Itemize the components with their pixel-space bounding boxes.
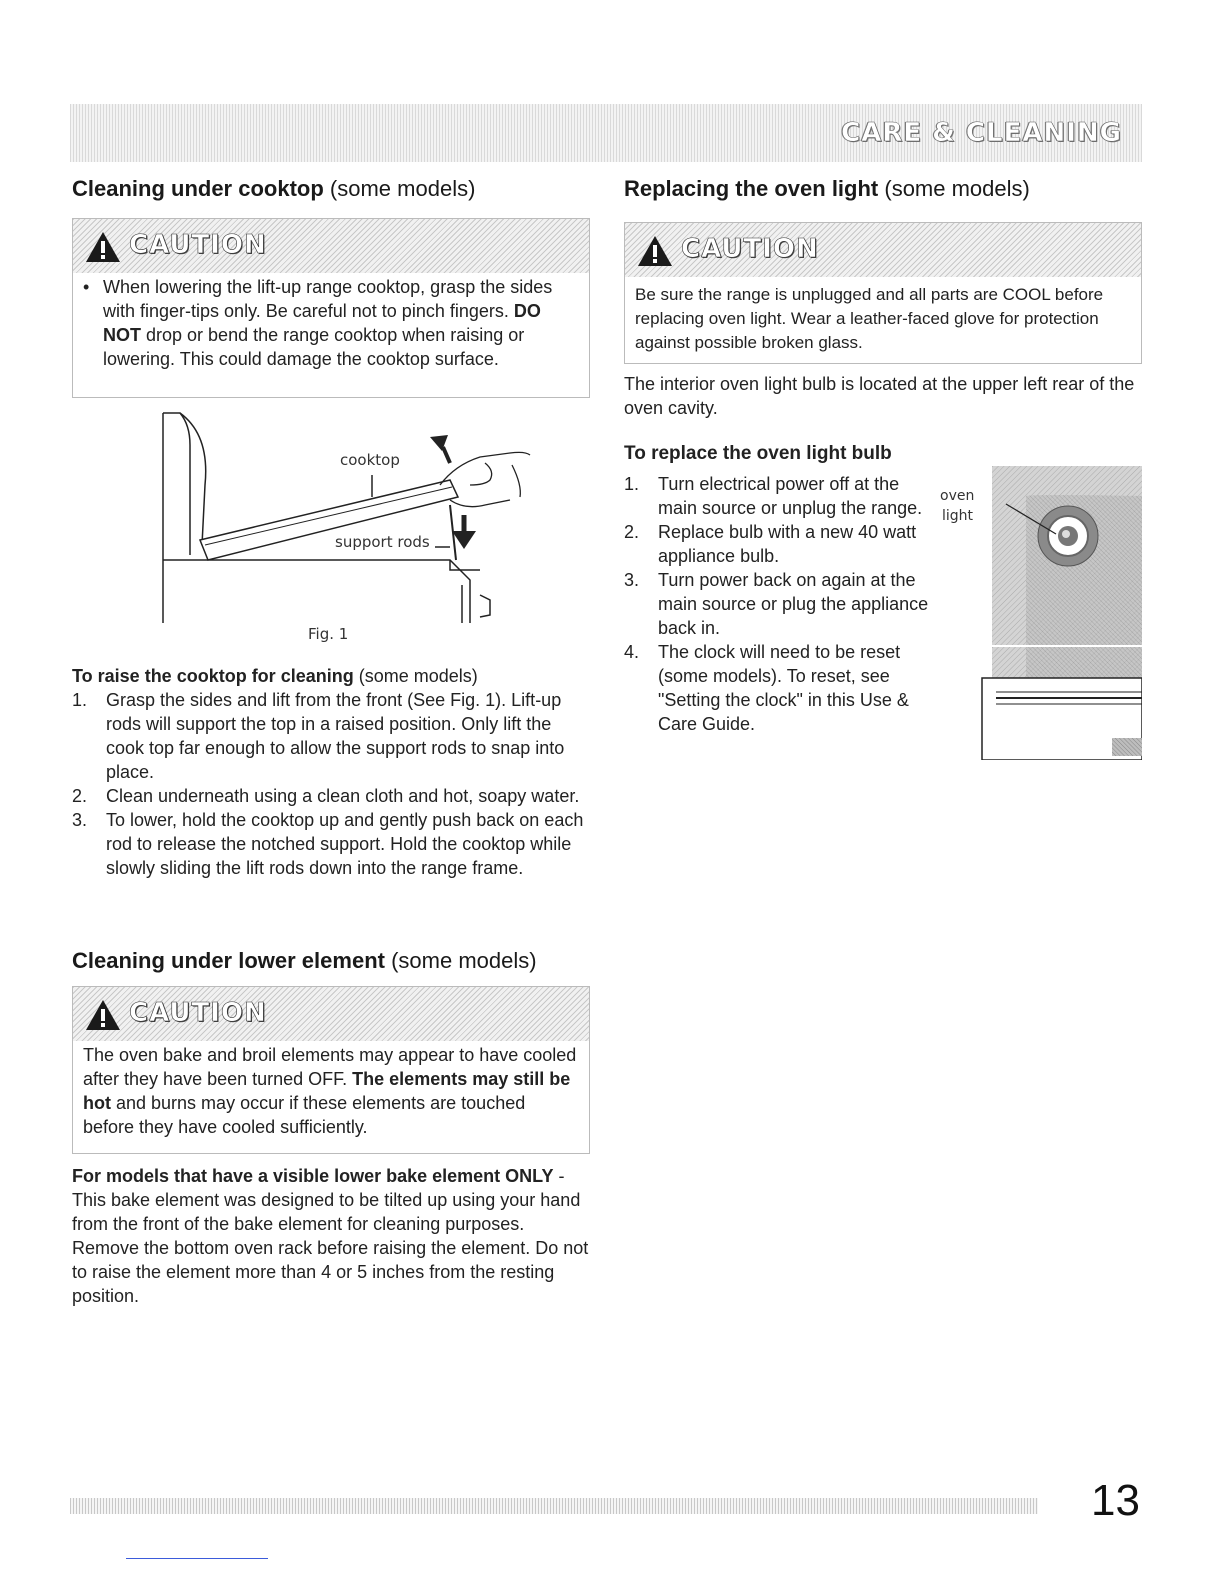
caution-text: Be sure the range is unplugged and all parts are COOL before replacing oven light. Wear a leather-faced glove for protection against possible broken glass. xyxy=(635,285,1104,352)
cooktop-heading-rest: (some models) xyxy=(329,176,476,201)
caution-text: The oven bake and broil elements may appear to have cooled after they have been turned OFF. The elements may still be hot and burns may occur if these elements are touched before they have cooled sufficiently. xyxy=(83,1045,577,1137)
oven-light-heading: Replacing the oven light (some models) xyxy=(624,176,1030,201)
footer-strip xyxy=(70,1498,1038,1514)
cooktop-heading xyxy=(72,176,475,202)
caution-label: CAUTION xyxy=(129,998,267,1028)
list-item: 3. Turn power back on again at the main source or plug the appliance back in. xyxy=(624,570,929,638)
caution-header xyxy=(73,219,589,273)
caution-label: CAUTION xyxy=(681,234,819,264)
cooktop-caution-box xyxy=(72,218,590,398)
bullet: • xyxy=(83,277,90,297)
raise-heading: To raise the cooktop for cleaning (some models) xyxy=(72,666,478,686)
oven-light-intro: The interior oven light bulb is located at the upper left rear of the oven cavity. xyxy=(624,374,1135,418)
list-item: 3. To lower, hold the cooktop up and gently push back on each rod to release the notched support. Hold the cooktop while slowly sliding the lift rods down into the range frame. xyxy=(72,810,584,878)
page-number: 13 xyxy=(1091,1476,1140,1525)
warning-icon xyxy=(637,235,673,267)
figure-caption: Fig. 1 xyxy=(308,625,349,643)
raise-steps xyxy=(72,688,592,880)
caution-text: • When lowering the lift-up range cooktop, grasp the sides with finger-tips only. Be careful not to pinch fingers. DO NOT drop or bend the range cooktop when raising or lowering. This could damage the cooktop surface. xyxy=(83,277,553,369)
label-oven: oven xyxy=(940,488,975,504)
label-cooktop: cooktop xyxy=(340,451,400,469)
label-light: light xyxy=(942,508,974,524)
caution-header xyxy=(625,223,1141,277)
list-item: 2. Replace bulb with a new 40 watt appliance bulb. xyxy=(624,522,917,566)
caution-header xyxy=(73,987,589,1041)
list-item: 4. The clock will need to be reset (some models). To reset, see "Setting the clock" in this Use & Care Guide. xyxy=(624,642,909,734)
list-item: 1. Turn electrical power off at the main source or unplug the range. xyxy=(624,474,923,518)
lower-element-models: For models that have a visible lower bake element ONLY - This bake element was designed to be tilted up using your hand from the front of the bake element for cleaning purposes. Remove the bottom oven rack before raising the element. Do not to raise the element more than 4 or 5 inches from the resting position. xyxy=(72,1166,589,1306)
lower-element-heading: Cleaning under lower element (some models) xyxy=(72,948,537,973)
list-item: 2. Clean underneath using a clean cloth and hot, soapy water. xyxy=(72,786,580,806)
warning-icon xyxy=(85,999,121,1031)
footer-rule xyxy=(126,1558,268,1559)
header-banner xyxy=(70,104,1142,162)
replace-steps xyxy=(624,472,934,736)
cooktop-figure xyxy=(150,405,550,645)
lower-caution-box xyxy=(72,986,590,1154)
warning-icon xyxy=(85,231,121,263)
oven-light-caution-box xyxy=(624,222,1142,364)
list-item: 1. Grasp the sides and lift from the front (See Fig. 1). Lift-up rods will support the top in a raised position. Only lift the cook top far enough to allow the support rods to snap into place. xyxy=(72,690,565,782)
section-title: CARE & CLEANING xyxy=(841,118,1122,148)
replace-heading: To replace the oven light bulb xyxy=(624,443,892,464)
replace-bulb-section xyxy=(624,442,934,736)
down-arrow xyxy=(452,531,476,549)
cooktop-heading-bold: Cleaning under cooktop xyxy=(72,176,324,201)
label-support-rods: support rods xyxy=(335,533,430,551)
caution-label: CAUTION xyxy=(129,230,267,260)
raise-cooktop-section xyxy=(72,664,592,880)
oven-light-figure xyxy=(936,466,1142,760)
